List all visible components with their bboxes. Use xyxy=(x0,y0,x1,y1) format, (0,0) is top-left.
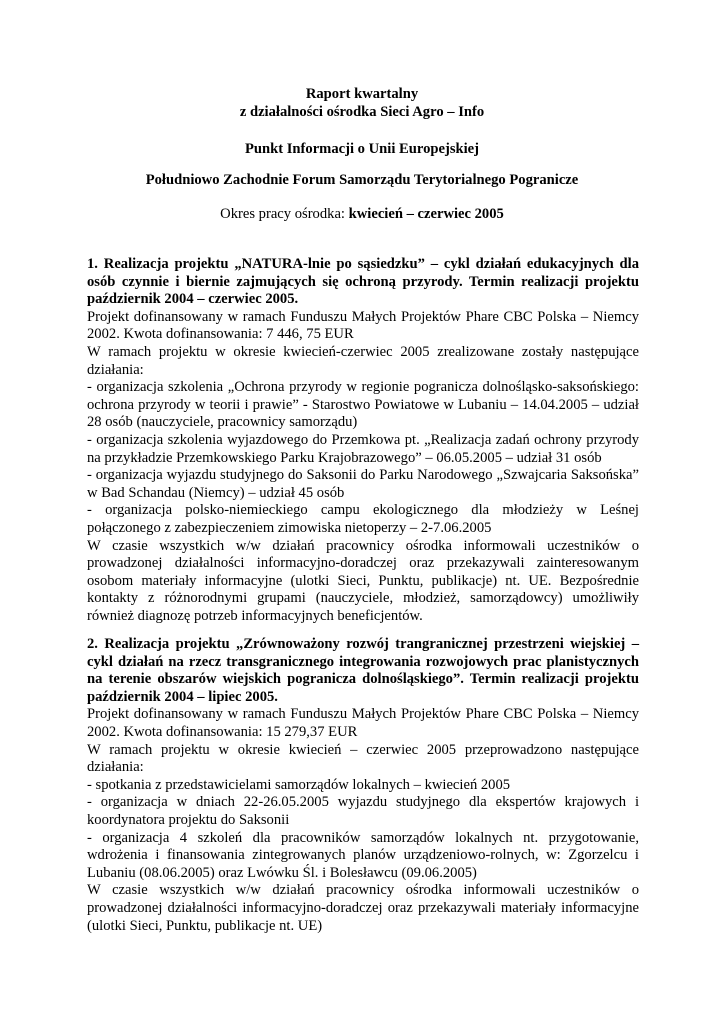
report-subtitle: Punkt Informacji o Unii Europejskiej xyxy=(244,141,480,157)
list-item: - organizacja wyjazdu studyjnego do Saksonii do Parku Narodowego „Szwajcaria Saksońska” w Bad Schandau (Niemcy) – udział 45 osób xyxy=(87,467,639,501)
report-title-line2: z działalności ośrodka Sieci Agro – Info xyxy=(239,103,485,120)
section-1-summary: W czasie wszystkich w/w działań pracownicy ośrodka informowali uczestników o prowadzonej działalności informacyjno-doradczej oraz przekazywali zainteresowanym osobom materiały informacyjne (ulotki Sieci, Punktu, publikacje) nt. UE. Bezpośrednie kontakty z różnorodnymi grupami (nauczyciele, młodzież, samorządowcy) umożliwiły również diagnozę potrzeb informacyjnych beneficjentów. xyxy=(87,537,639,624)
section-1-heading: 1. Realizacja projektu „NATURA-lnie po sąsiedzku” – cykl działań edukacyjnych dla osób czynnie i biernie zajmujących się ochroną przyrody. Termin realizacji projektu październik 2004 – czerwiec 2005. xyxy=(87,256,639,308)
section-2-funding: Projekt dofinansowany w ramach Funduszu Małych Projektów Phare CBC Polska – Niemcy 2002. Kwota dofinansowania: 15 279,37 EUR xyxy=(87,706,639,740)
work-period-value: kwiecień – czerwiec 2005 xyxy=(348,206,504,222)
list-item: - organizacja w dniach 22-26.05.2005 wyjazdu studyjnego dla ekspertów krajowych i koordynatora projektu do Saksonii xyxy=(87,794,639,828)
section-2-intro: W ramach projektu w okresie kwiecień – czerwiec 2005 przeprowadzono następujące działania: xyxy=(87,741,639,776)
section-1 xyxy=(87,256,639,625)
report-title-line1: Raport kwartalny xyxy=(305,86,419,102)
work-period-label: Okres pracy ośrodka: xyxy=(220,206,349,222)
organization-name: Południowo Zachodnie Forum Samorządu Terytorialnego Pogranicze xyxy=(145,172,579,188)
list-item: - organizacja szkolenia „Ochrona przyrody w regionie pogranicza dolnośląsko-saksońskiego: ochrona przyrody w teorii i prawie” - Starostwo Powiatowe w Lubaniu – 14.04.2005 – udział 28 osób (nauczyciele, pracownicy samorządu) xyxy=(87,379,639,431)
list-item: - spotkania z przedstawicielami samorządów lokalnych – kwiecień 2005 xyxy=(87,776,511,793)
section-1-intro: W ramach projektu w okresie kwiecień-czerwiec 2005 zrealizowane zostały następujące działania: xyxy=(87,343,639,378)
section-2-heading: 2. Realizacja projektu „Zrównoważony rozwój trangranicznej przestrzeni wiejskiej – cykl działań na rzecz transgranicznego integrowania rozwojowych prac planistycznych na terenie obszarów wiejskich pogranicza dolnośląskiego”. Termin realizacji projektu październik 2004 – lipiec 2005. xyxy=(87,636,639,705)
section-2 xyxy=(87,636,639,935)
section-1-funding: Projekt dofinansowany w ramach Funduszu Małych Projektów Phare CBC Polska – Niemcy 2002. Kwota dofinansowania: 7 446, 75 EUR xyxy=(87,308,639,343)
list-item: - organizacja szkolenia wyjazdowego do Przemkowa pt. „Realizacja zadań ochrony przyrody na przykładzie Przemkowskiego Parku Krajobrazowego” – 06.05.2005 – udział 31 osób xyxy=(87,431,639,466)
section-2-summary: W czasie wszystkich w/w działań pracownicy ośrodka informowali uczestników o prowadzonej działalności informacyjno-doradczej oraz przekazywali materiały informacyjne (ulotki Sieci, Punktu, publikacje nt. UE) xyxy=(87,882,639,934)
report-title xyxy=(0,86,724,121)
list-item: - organizacja polsko-niemieckiego campu ekologicznego dla młodzieży w Leśnej połączonego z zabezpieczeniem zimowiska nietoperzy – 2-7.06.2005 xyxy=(87,502,639,536)
list-item: - organizacja 4 szkoleń dla pracowników samorządów lokalnych nt. przygotowanie, wdrożenia i finansowania zintegrowanych planów urządzeniowo-rolnych, w: Zgorzelcu i Lubaniu (08.06.2005) oraz Lwówku Śl. i Bolesławcu (09.06.2005) xyxy=(87,829,639,881)
work-period xyxy=(0,206,724,224)
